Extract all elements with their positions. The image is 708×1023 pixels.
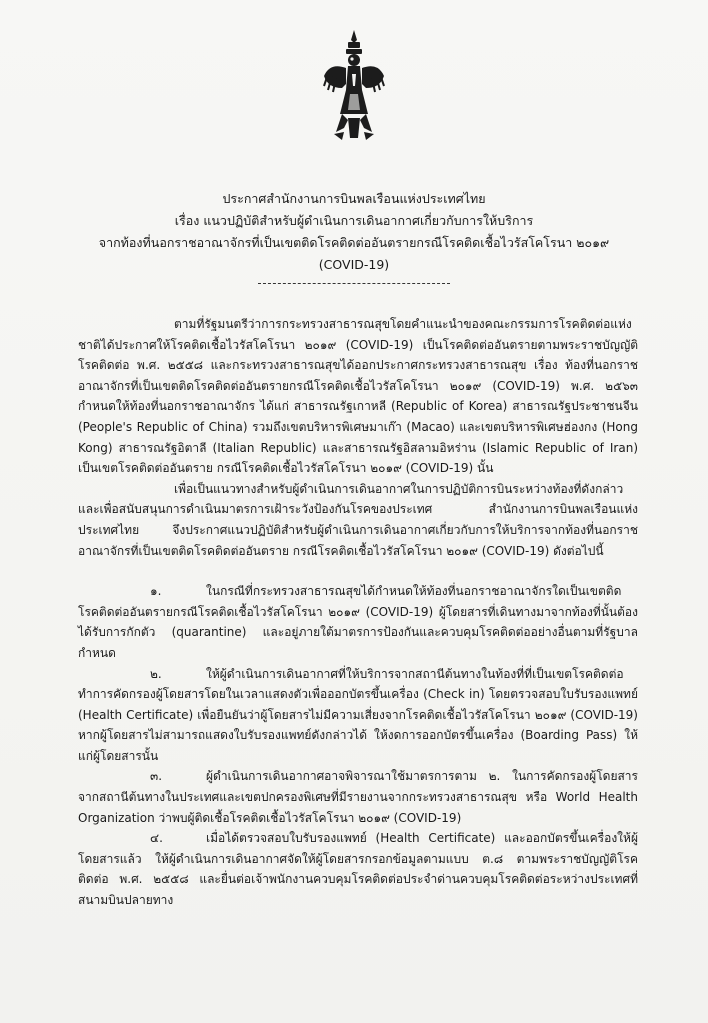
list-item-number: ๒. [150,666,162,681]
paragraph-gap [78,561,638,581]
announcement-heading [60,188,648,276]
heading-divider [258,283,450,284]
heading-line-covid: (COVID-19) [318,257,390,272]
list-item [78,581,638,663]
list-item [78,828,638,910]
list-item-text: ให้ผู้ดำเนินการเดินอากาศที่ให้บริการจากสถานีต้นทางในท้องที่ที่เป็นเขตโรคติดต่อ ทำการคัดกรองผู้โดยสารโดยในเวลาแสดงตัวเพื่อออกบัตรขึ้นเครื่อง (Check in) โดยตรวจสอบใบรับรองแพทย์ (Health Certificate) เพื่อยืนยันว่าผู้โดยสารไม่มีความเสี่ยงจากโรคติดเชื้อไวรัสโคโรนา ๒๐๑๙ (COVID-19) หากผู้โดยสารไม่สามารถแสดงใบรับรองแพทย์ดังกล่าวได้ ให้งดการออกบัตรขึ้นเครื่อง (Boarding Pass) ให้แก่ผู้โดยสารนั้น [78,666,638,763]
list-item [78,664,638,767]
garuda-emblem-icon [322,28,386,146]
announcement-body [78,314,638,911]
list-item [78,766,638,828]
heading-line-agency: ประกาศสำนักงานการบินพลเรือนแห่งประเทศไทย [222,191,486,206]
list-item-text: ผู้ดำเนินการเดินอากาศอาจพิจารณาใช้มาตรการตาม ๒. ในการคัดกรองผู้โดยสารจากสถานีต้นทางในประเทศและเขตปกครองพิเศษที่มีรายงานจากกระทรวงสาธารณสุข หรือ World Health Organization ว่าพบผู้ติดเชื้อโรคติดเชื้อไวรัสโคโรนา ๒๐๑๙ (COVID-19) [78,769,638,825]
heading-line-scope: จากท้องที่นอกราชอาณาจักรที่เป็นเขตติดโรคติดต่ออันตรายกรณีโรคติดเชื้อไวรัสโคโรนา ๒๐๑๙ [98,235,610,250]
paragraph-background: ตามที่รัฐมนตรีว่าการกระทรวงสาธารณสุขโดยคำแนะนำของคณะกรรมการโรคติดต่อแห่งชาติได้ประกาศให้โรคติดเชื้อไวรัสโคโรนา ๒๐๑๙ (COVID-19) เป็นโรคติดต่ออันตรายตามพระราชบัญญัติโรคติดต่อ พ.ศ. ๒๕๕๘ และกระทรวงสาธารณสุขได้ออกประกาศกระทรวงสาธารณสุข เรื่อง ท้องที่นอกราชอาณาจักรที่เป็นเขตติดโรคติดต่ออันตรายกรณีโรคติดเชื้อไวรัสโคโรนา ๒๐๑๙ (COVID-19) พ.ศ. ๒๕๖๓ กำหนดให้ท้องที่นอกราชอาณาจักร ได้แก่ สาธารณรัฐเกาหลี (Republic of Korea) สาธารณรัฐประชาชนจีน (People's Republic of China) รวมถึงเขตบริหารพิเศษมาเก๊า (Macao) และเขตบริหารพิเศษฮ่องกง (Hong Kong) สาธารณรัฐอิตาลี (Italian Republic) และสาธารณรัฐอิสลามอิหร่าน (Islamic Republic of Iran) เป็นเขตโรคติดต่ออันตราย กรณีโรคติดเชื้อไวรัสโคโรนา ๒๐๑๙ (COVID-19) นั้น [78,317,638,476]
list-item-text: เมื่อได้ตรวจสอบใบรับรองแพทย์ (Health Certificate) และออกบัตรขึ้นเครื่องให้ผู้โดยสารแล้ว ให้ผู้ดำเนินการเดินอากาศจัดให้ผู้โดยสารกรอกข้อมูลตามแบบ ต.๘ ตามพระราชบัญญัติโรคติดต่อ พ.ศ. ๒๕๕๘ และยื่นต่อเจ้าพนักงานควบคุมโรคติดต่อประจำด่านควบคุมโรคติดต่อระหว่างประเทศที่สนามบินปลายทาง [78,831,638,908]
paragraph-purpose: เพื่อเป็นแนวทางสำหรับผู้ดำเนินการเดินอากาศในการปฏิบัติการบินระหว่างท้องที่ดังกล่าว และเพื่อสนับสนุนการดำเนินมาตรการเฝ้าระวังป้องกันโรคของประเทศ สำนักงานการบินพลเรือนแห่งประเทศไทย จึงประกาศแนวปฏิบัติสำหรับผู้ดำเนินการเดินอากาศเกี่ยวกับการให้บริการจากท้องที่นอกราชอาณาจักรที่เป็นเขตติดโรคติดต่ออันตราย กรณีโรคติดเชื้อไวรัสโคโรนา ๒๐๑๙ (COVID-19) ดังต่อไปนี้ [78,481,638,558]
list-item-number: ๑. [150,584,162,599]
heading-line-subject: เรื่อง แนวปฏิบัติสำหรับผู้ดำเนินการเดินอากาศเกี่ยวกับการให้บริการ [174,213,534,228]
list-item-text: ในกรณีที่กระทรวงสาธารณสุขได้กำหนดให้ท้องที่นอกราชอาณาจักรใดเป็นเขตติดโรคติดต่ออันตรายกรณีโรคติดเชื้อไวรัสโคโรนา ๒๐๑๙ (COVID-19) ผู้โดยสารที่เดินทางมาจากท้องที่นั้นต้องได้รับการกักตัว (quarantine) และอยู่ภายใต้มาตรการป้องกันและควบคุมโรคติดต่ออย่างอื่นตามที่รัฐบาลกำหนด [78,584,638,660]
list-item-number: ๓. [150,769,163,784]
list-item-number: ๔. [150,831,163,846]
